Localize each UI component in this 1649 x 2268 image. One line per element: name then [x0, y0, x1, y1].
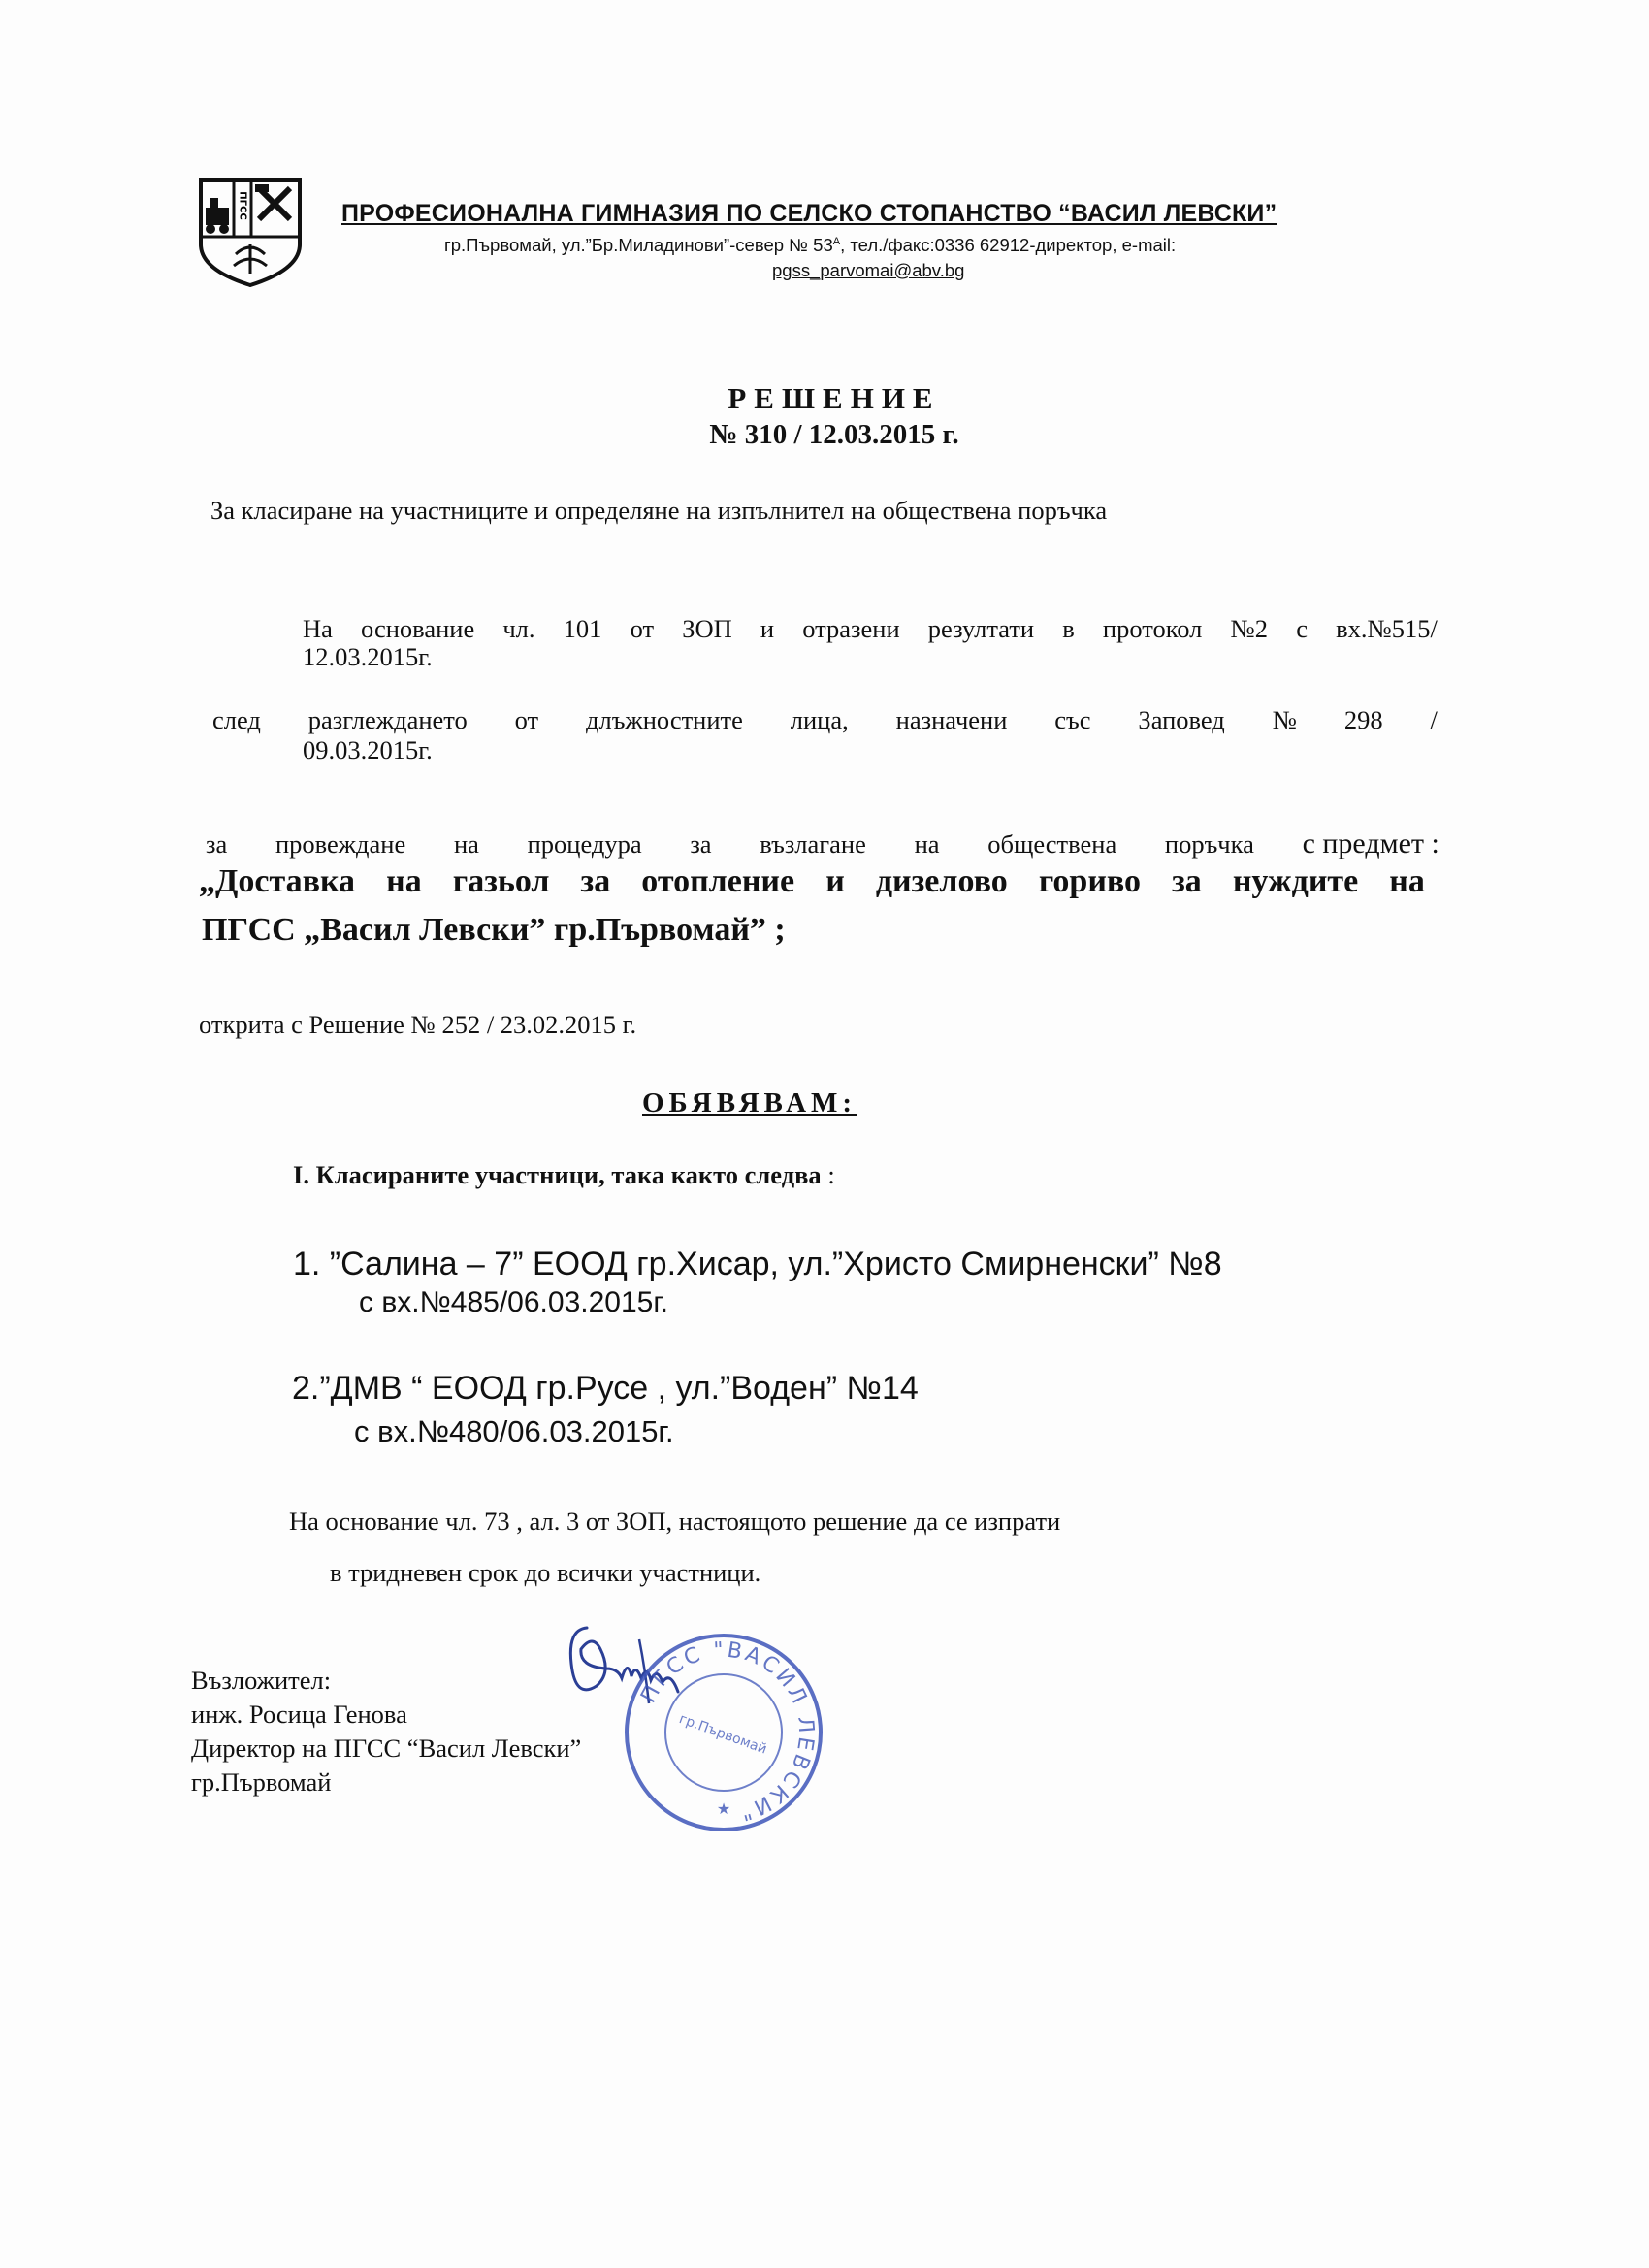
word: лица, — [790, 705, 849, 734]
participant-2-name: 2.”ДМВ “ ЕООД гр.Русе , ул.”Воден” №14 — [292, 1370, 919, 1407]
signatory-role: Възложител: — [191, 1666, 332, 1695]
contract-subject-line-2: ПГСС „Васил Левски” гр.Първомай” ; — [202, 912, 786, 948]
word: на — [914, 829, 940, 859]
word: с — [1296, 614, 1308, 643]
school-name: ПРОФЕСИОНАЛНА ГИМНАЗИЯ ПО СЕЛСКО СТОПАНСТВО “ВАСИЛ ЛЕВСКИ” — [341, 200, 1277, 227]
ranked-heading-text: I. Класираните участници, така както следва — [293, 1160, 822, 1189]
svg-text:ПГСС "ВАСИЛ ЛЕВСКИ": ПГСС "ВАСИЛ ЛЕВСКИ" — [636, 1637, 819, 1826]
closing-line-1: На основание чл. 73 , ал. 3 от ЗОП, настоящото решение да се изпрати — [289, 1507, 1061, 1536]
word: от — [514, 705, 539, 734]
word: обществена — [987, 829, 1117, 859]
word: газьол — [452, 863, 550, 899]
svg-text:гр.Първомай: гр.Първомай — [676, 1711, 769, 1758]
word: процедура — [527, 829, 642, 859]
ranked-heading-colon: : — [821, 1160, 835, 1189]
word: със — [1054, 705, 1091, 734]
word: 101 — [563, 614, 602, 643]
word: гориво — [1038, 863, 1142, 899]
document-subject: За класиране на участниците и определяне на изпълнител на обществена поръчка — [210, 496, 1108, 525]
word: На — [303, 614, 333, 643]
procedure-tail: с предмет : — [1302, 827, 1439, 859]
word: възлагане — [760, 829, 866, 859]
word: за — [1172, 863, 1202, 899]
word: 298 — [1343, 705, 1383, 734]
word: отопление — [641, 863, 795, 899]
signatory-position: Директор на ПГСС “Васил Левски” — [191, 1733, 582, 1763]
word: нуждите — [1232, 863, 1359, 899]
address-tail: , тел./факс:0336 62912-директор, e-mail: — [840, 235, 1177, 255]
word: ЗОП — [682, 614, 732, 643]
word: Заповед — [1138, 705, 1225, 734]
word: след — [212, 705, 261, 734]
word: на — [386, 863, 422, 899]
basis-line-1 — [303, 614, 1438, 644]
word: / — [1430, 705, 1438, 734]
word: в — [1062, 614, 1075, 643]
signatory-city: гр.Първомай — [191, 1767, 332, 1797]
school-address — [444, 235, 1176, 256]
word: на — [1389, 863, 1425, 899]
review-line-1 — [212, 705, 1438, 735]
word: №2 — [1230, 614, 1269, 643]
contract-subject-line-1 — [199, 863, 1425, 900]
signatory-name: инж. Росица Генова — [191, 1700, 407, 1729]
logo-text: ПГСС — [237, 191, 248, 220]
word: резултати — [927, 614, 1035, 643]
word: протокол — [1102, 614, 1203, 643]
word: чл. — [502, 614, 535, 643]
word: и — [760, 614, 775, 643]
participant-1-name: 1. ”Салина – 7” ЕООД гр.Хисар, ул.”Христо Смирненски” №8 — [293, 1246, 1222, 1282]
svg-text:★: ★ — [716, 1801, 731, 1818]
word: длъжностните — [586, 705, 743, 734]
word: за — [206, 829, 228, 859]
document-number: № 310 / 12.03.2015 г. — [709, 419, 959, 450]
procedure-line — [206, 827, 1439, 860]
participant-1-reg: с вх.№485/06.03.2015г. — [359, 1286, 668, 1318]
word: поръчка — [1164, 829, 1254, 859]
word: „Доставка — [199, 863, 356, 899]
address-main: гр.Първомай, ул.”Бр.Миладинови”-север № 53 — [444, 235, 833, 255]
review-line-2: 09.03.2015г. — [303, 735, 433, 764]
announce-heading: ОБЯВЯВАМ: — [642, 1087, 857, 1118]
word: на — [453, 829, 479, 859]
basis-line-2: 12.03.2015г. — [303, 642, 433, 671]
word: провеждане — [275, 829, 406, 859]
word: отразени — [802, 614, 900, 643]
ranked-participants-heading — [293, 1160, 835, 1190]
address-sup: А — [832, 235, 841, 247]
word: за — [690, 829, 712, 859]
word: и — [825, 863, 845, 899]
word: дизелово — [875, 863, 1008, 899]
participant-2-reg: с вх.№480/06.03.2015г. — [354, 1414, 674, 1448]
school-logo — [197, 177, 304, 287]
word: за — [580, 863, 611, 899]
word: № — [1272, 705, 1297, 734]
word: от — [630, 614, 655, 643]
word: разглеждането — [307, 705, 468, 734]
opened-by-decision: открита с Решение № 252 / 23.02.2015 г. — [199, 1010, 637, 1039]
closing-line-2: в тридневен срок до всички участници. — [330, 1558, 761, 1587]
document-title: РЕШЕНИЕ — [728, 381, 941, 415]
word: основание — [361, 614, 475, 643]
word: вх.№515/ — [1336, 614, 1438, 643]
school-email-link[interactable]: pgss_parvomai@abv.bg — [772, 260, 965, 280]
official-stamp — [621, 1630, 826, 1835]
word: назначени — [895, 705, 1008, 734]
